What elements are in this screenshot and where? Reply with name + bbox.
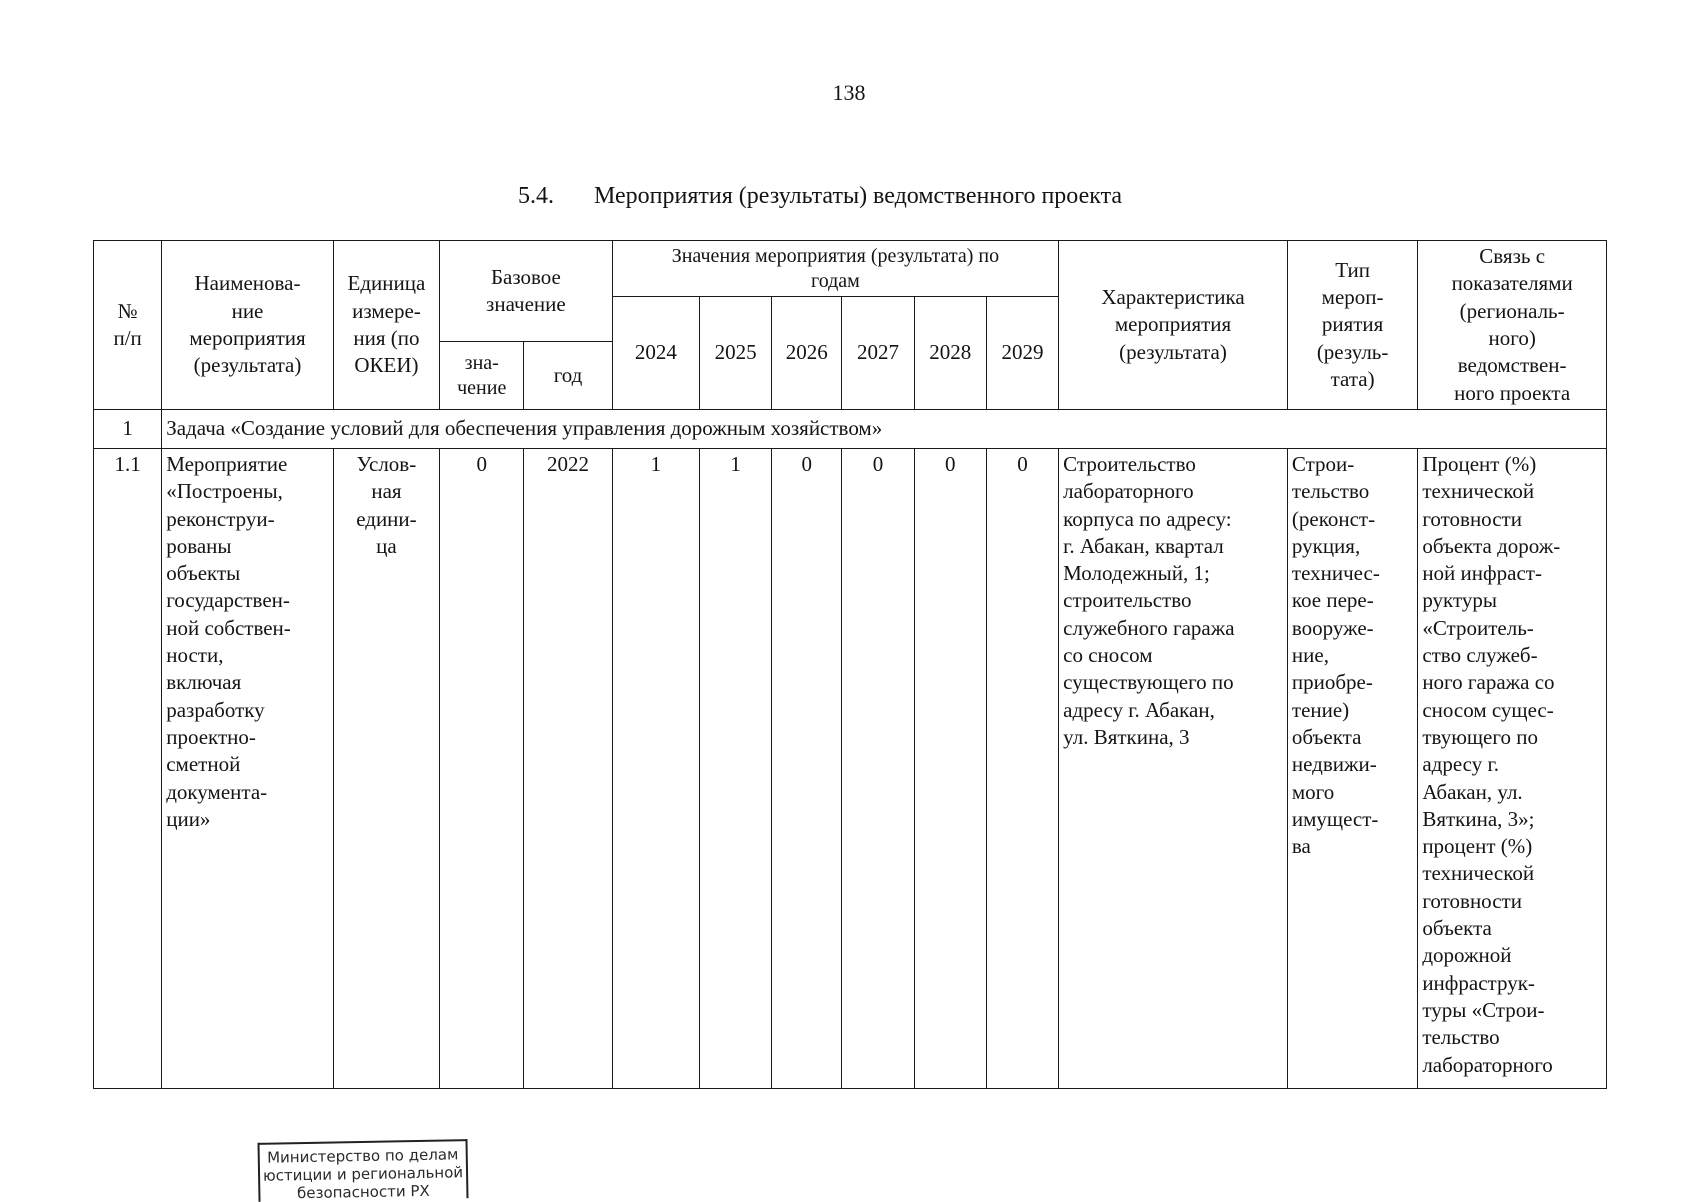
header-num: № п/п	[94, 241, 162, 410]
stamp-line-2: юстиции и региональной	[262, 1163, 464, 1185]
row-link: Процент (%) технической готовности объекта дорож- ной инфраст- руктуры «Строитель- ство служеб- ного гаража со сносом сущес- твующего по адресу г. Абакан, ул. Вяткина, 3»; процент (%) технической готовности объекта дорожной инфраструк- туры «Строи- тельство лабораторного	[1418, 449, 1607, 1089]
row-value-2024: 1	[612, 449, 699, 1089]
row-value-2027: 0	[842, 449, 914, 1089]
header-base-year: год	[524, 342, 612, 410]
header-unit: Единица измере- ния (по ОКЕИ)	[333, 241, 439, 410]
row-characteristic: Строительство лабораторного корпуса по адресу: г. Абакан, квартал Молодежный, 1; строительство служебного гаража со сносом существующего по адресу г. Абакан, ул. Вяткина, 3	[1059, 449, 1288, 1089]
stamp-line-1: Министерство по делам	[266, 1145, 459, 1167]
header-year-2025: 2025	[699, 297, 771, 410]
row-base-value: 0	[440, 449, 524, 1089]
header-base-value: зна- чение	[440, 342, 524, 410]
section-title-text: Мероприятия (результаты) ведомственного проекта	[594, 183, 1123, 209]
ministry-stamp	[258, 1139, 469, 1202]
header-name: Наименова- ние мероприятия (результата)	[162, 241, 334, 410]
row-number: 1.1	[94, 449, 162, 1089]
header-year-2026: 2026	[772, 297, 842, 410]
header-link: Связь с показателями (региональ- ного) ведомствен- ного проекта	[1418, 241, 1607, 410]
header-type: Тип мероп- риятия (резуль- тата)	[1287, 241, 1417, 410]
row-value-2026: 0	[772, 449, 842, 1089]
row-value-2029: 0	[986, 449, 1058, 1089]
stamp-line-3: безопасности РХ	[296, 1181, 430, 1202]
header-values-by-year: Значения мероприятия (результата) по годам	[612, 241, 1058, 297]
task-number: 1	[94, 410, 162, 449]
table-row	[94, 449, 1607, 1089]
header-year-2024: 2024	[612, 297, 699, 410]
task-row	[94, 410, 1607, 449]
row-base-year: 2022	[524, 449, 612, 1089]
header-characteristic: Характеристика мероприятия (результата)	[1059, 241, 1288, 410]
section-number: 5.4.	[518, 183, 554, 209]
row-type: Строи- тельство (реконст- рукция, техничес- кое пере- вооруже- ние, приобре- тение) объекта недвижи- мого имущест- ва	[1287, 449, 1417, 1089]
measures-table	[93, 240, 1607, 1089]
task-title: Задача «Создание условий для обеспечения управления дорожным хозяйством»	[162, 410, 1607, 449]
section-title	[518, 183, 1122, 210]
row-name: Мероприятие «Построены, реконструи- рованы объекты государствен- ной собствен- ности, включая разработку проектно- сметной документа- ции»	[162, 449, 334, 1089]
header-year-2027: 2027	[842, 297, 914, 410]
header-year-2029: 2029	[986, 297, 1058, 410]
row-value-2028: 0	[914, 449, 986, 1089]
page-number: 138	[832, 80, 866, 105]
row-value-2025: 1	[699, 449, 771, 1089]
header-base: Базовое значение	[440, 241, 613, 342]
header-year-2028: 2028	[914, 297, 986, 410]
row-unit: Услов- ная едини- ца	[333, 449, 439, 1089]
